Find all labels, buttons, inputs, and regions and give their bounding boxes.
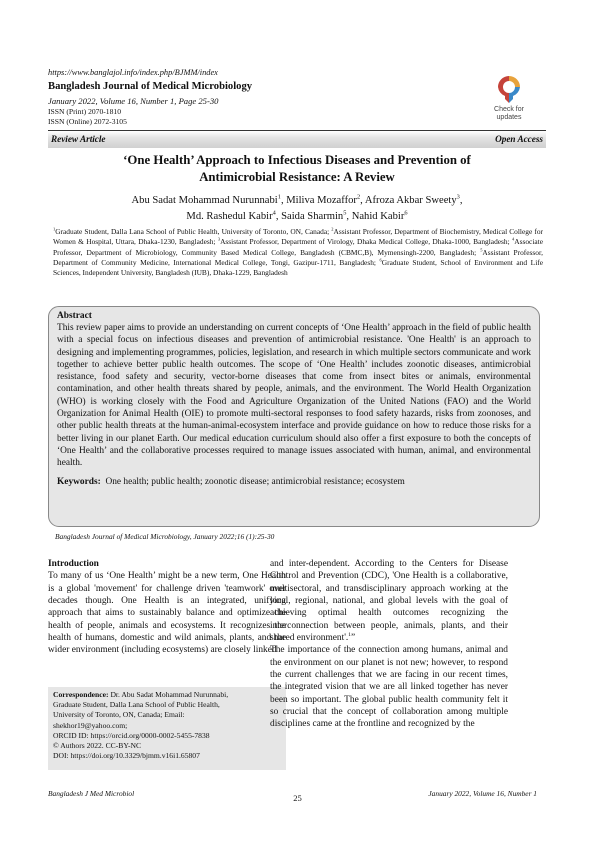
citation-line: Bangladesh Journal of Medical Microbiology, January 2022;16 (1):25-30 — [55, 532, 275, 541]
abstract-box — [48, 306, 540, 527]
keywords: Keywords: One health; public health; zoonotic disease; antimicrobial resistance; ecosystem — [57, 476, 405, 487]
journal-name: Bangladesh Journal of Medical Microbiology — [48, 81, 253, 92]
open-access-label: Open Access — [495, 134, 543, 144]
orcid-link[interactable]: ORCID ID: https://orcid.org/0000-0002-5455-7838 — [53, 730, 210, 740]
footer-issue: January 2022, Volume 16, Number 1 — [428, 789, 537, 798]
right-column — [270, 558, 508, 731]
doi-link[interactable]: DOI: https://doi.org/10.3329/bjmm.v16i1.65807 — [53, 751, 200, 761]
introduction-heading: Introduction — [48, 559, 99, 569]
check-for-updates-label: Check for updates — [494, 106, 524, 121]
abstract-text: This review paper aims to provide an understanding on current concepts of ‘One Health’ approach in the field of public health with a special focus on infectious diseases and prevention of antimicrobial resistance. 'One Health' is an approach to designing and implementing programmes, policies, legislation, and research in which multiple sectors communicate and work together to achieve better public health outcomes. The scope of ‘One Health’ includes zoonotic diseases, antimicrobial resistance, food safety and security, vector-borne diseases that come from insect bites or animals, environmental contamination, and other health threats shared by people, animals, and the environment. The World Health Organization (WHO) is working closely with the Food and Agriculture Organization of the United Nations (FAO) and the World Organization for Animal Health (OIE) to promote multi-sectoral responses to food safety hazards, risks from zoonoses, and other public health threats at the human-animal-ecosystem interface and provide guidance on how to reduce those risks for a better living in our planet Earth. Our medical education curriculum should also offer a first exposure to both the concepts of ‘One Health’ and the collaborative processes required to manage issues associated with human, animal, and environmental health. — [57, 323, 531, 469]
issn-print: ISSN (Print) 2070-1810 — [48, 107, 121, 116]
correspondence-label: Correspondence: — [53, 690, 109, 699]
footer-journal: Bangladesh J Med Microbiol — [48, 789, 135, 798]
article-title: ‘One Health’ Approach to Infectious Diseases and Prevention of Antimicrobial Resistance: A Review — [123, 153, 471, 184]
introduction-text: To many of us ‘One Health’ might be a new term, One Health is a global 'movement' for challenge driven 'teamwork' over decades though. One Health is an integrated, unifying approach that aims to sustainably balance and optimize the health of people, animals and ecosystems. It recognizes the health of humans, domestic and wild animals, plants, and the wider environment (including ecosystems) are closely linked — [48, 571, 286, 656]
journal-url[interactable]: https://www.banglajol.info/index.php/BJMM/index — [48, 68, 218, 77]
right-paragraph-2: The importance of the connection among humans, animal and the environment on our planet is not new; however, to respond the current challenges that we are facing in our recent times, the integrated vision that we are all linked together has never been so important. The global public health community felt it so crucial that the concept of collaboration among multiple disciplines came at the frontline and recognized by the — [270, 645, 508, 730]
issue-info: January 2022, Volume 16, Number 1, Page 25-30 — [48, 96, 219, 106]
right-paragraph-1: and inter-dependent. According to the Centers for Disease Control and Prevention (CDC), 'One Health is a collaborative, multisectoral, and transdisciplinary approach working at the local, regional, national, and global levels with the goal of achieving optimal health outcomes recognizing the interconnection between people, animals, plants, and their shared environment'.$^1$” — [270, 559, 508, 644]
email-link[interactable]: shekhor19@yahoo.com; — [53, 720, 128, 730]
left-column — [48, 558, 286, 657]
page-number: 25 — [293, 793, 302, 803]
check-for-updates-badge[interactable] — [487, 74, 531, 124]
correspondence-box: Correspondence: Dr. Abu Sadat Mohammad Nurunnabi, Graduate Student, Dalla Lana School of Public Health, University of Toronto, ON, Canada; Email: shekhor19@yahoo.com; ORCID ID: https://orcid.org/0000-0002-5455-7838 © Authors 2022. CC-BY-NC DOI: https://doi.org/10.3329/bjmm.v16i1.65807 — [48, 687, 286, 770]
abstract-heading: Abstract — [57, 311, 92, 321]
review-article-label: Review Article — [51, 134, 106, 144]
check-for-updates-icon — [496, 74, 522, 104]
issn-online: ISSN (Online) 2072-3105 — [48, 117, 127, 126]
author-list: Abu Sadat Mohammad Nurunnabi$^1$, Miliva Mozaffor$^2$, Afroza Akbar Sweety$^3$, Md. Rashedul Kabir$^4$, Saida Sharmin$^5$, Nahid Kabir$^6$ — [131, 193, 463, 222]
affiliations: $^1$Graduate Student, Dalla Lana School of Public Health, University of Toronto, ON, Canada; $^2$Assistant Professor, Department of Biochemistry, Medical College for Women & Hospital, Uttara, Dhaka-1230, Bangladesh; $^3$Assistant Professor, Department of Virology, Dhaka Medical College, Dhaka-1000, Bangladesh; $^4$Associate Professor, Department of Microbiology, Community Based Medical College, Bangladesh (CBMC,B), Mymensingh-2200, Bangladesh; $^5$Assistant Professor, Department of Community Medicine, International Medical College, Tongi, Gazipur-1711, Bangladesh; $^6$Graduate Student, School of Environment and Life Sciences, Independent University, Bangladesh (IUB), Dhaka-1229, Bangladesh — [53, 226, 543, 278]
article-type-band — [48, 130, 546, 148]
